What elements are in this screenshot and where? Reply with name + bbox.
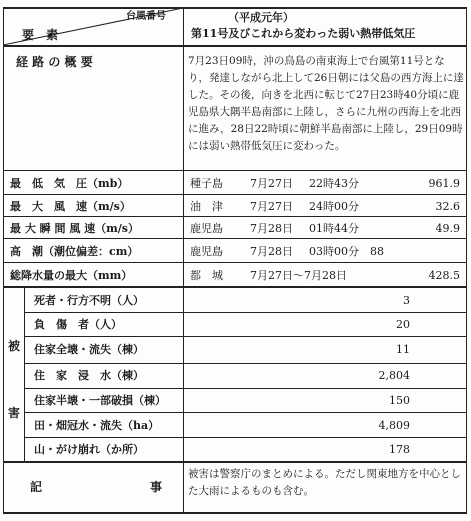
damage-group-divider — [24, 288, 25, 461]
damage-label-houses-destroyed: 住家全壊・流失（棟） — [34, 343, 144, 356]
row-rule — [3, 216, 467, 217]
damage-row-rule — [24, 312, 467, 313]
stat-place-min-pressure: 種子島 — [190, 177, 223, 190]
diagonal-header-label: 台風番号 — [126, 11, 166, 22]
stat-date-storm-surge: 7月28日 — [250, 245, 293, 258]
stat-time-storm-surge: 03時00分 — [309, 245, 359, 258]
row-rule — [3, 194, 467, 195]
notes-text: 被害は警察庁のまとめによる。ただし関東地方を中心とした大雨によるものも含む。 — [188, 468, 461, 497]
stat-date-min-pressure: 7月27日 — [250, 177, 293, 190]
damage-row-rule — [24, 412, 467, 413]
table-left-border — [3, 7, 4, 514]
stat-value-max-gust: 49.9 — [435, 222, 460, 235]
damage-group-label: 害 — [8, 406, 21, 420]
damage-label-houses-damaged: 住家半壊・一部破損（棟） — [34, 394, 166, 407]
stat-value-min-pressure: 961.9 — [428, 177, 460, 190]
damage-label-landslides: 山・がけ崩れ（か所） — [34, 443, 144, 456]
stat-value-storm-surge: 88 — [370, 245, 384, 258]
damage-label-fields-flooded: 田・畑冠水・流失（ha） — [34, 419, 160, 432]
damage-value-landslides: 178 — [389, 443, 410, 456]
stat-label-min-pressure: 最 低 気 圧（mb） — [10, 177, 129, 190]
damage-label-deaths: 死者・行方不明（人） — [34, 294, 144, 307]
stat-value-max-wind: 32.6 — [435, 200, 460, 213]
table-bottom-border — [3, 512, 467, 514]
damage-label-houses-flooded: 住 家 浸 水（棟） — [34, 369, 144, 382]
typhoon-title: 第11号及びこれから変わった弱い熱帯低気圧 — [191, 27, 416, 40]
notes-label: 記 — [30, 480, 43, 494]
stat-label-storm-surge: 高 潮（潮位偏差：cm） — [10, 245, 139, 258]
row-rule — [3, 262, 467, 263]
stat-label-max-rainfall: 総降水量の最大（mm） — [10, 269, 133, 282]
damage-value-injured: 20 — [396, 318, 410, 331]
stat-time-min-pressure: 22時43分 — [309, 177, 359, 190]
row-rule — [3, 238, 467, 239]
damage-value-deaths: 3 — [403, 294, 410, 307]
overview-rule — [3, 170, 467, 171]
notes-label: 事 — [150, 480, 163, 494]
stat-date-max-rainfall: 7月27日～7月28日 — [250, 269, 347, 282]
damage-top-rule — [3, 286, 467, 288]
damage-value-fields-flooded: 4,809 — [378, 419, 410, 432]
stat-place-max-gust: 鹿児島 — [190, 222, 223, 235]
notes-rule — [3, 461, 467, 463]
stat-place-max-wind: 油 津 — [190, 200, 223, 213]
stat-date-max-wind: 7月27日 — [250, 200, 293, 213]
damage-value-houses-flooded: 2,804 — [378, 369, 410, 382]
damage-group-label: 被 — [8, 339, 21, 353]
damage-row-rule — [24, 363, 467, 364]
stat-place-max-rainfall: 都 城 — [190, 269, 223, 282]
overview-label: 経 路 の 概 要 — [16, 55, 93, 69]
stat-label-max-wind: 最 大 風 速（m/s） — [10, 200, 131, 213]
stat-value-max-rainfall: 428.5 — [428, 269, 460, 282]
stat-place-storm-surge: 鹿児島 — [190, 245, 223, 258]
damage-value-houses-damaged: 150 — [389, 394, 410, 407]
damage-label-injured: 負 傷 者（人） — [34, 318, 122, 331]
damage-row-rule — [24, 336, 467, 337]
stat-time-max-gust: 01時44分 — [309, 222, 359, 235]
overview-text: 7月23日09時，沖の鳥島の南東海上で台風第11号となり，発達しながら北上して26日朝には父島の西方海上に達した。その後，向きを北西に転じて27日23時40分頃に鹿児島県大隅半島南部に上陸し，さらに九州の西海上を北西に進み，28日22時頃に朝鮮半島南部に上陸し，29日09時には弱い熱帯低気圧に変わった。 — [188, 55, 464, 152]
stat-time-max-wind: 24時00分 — [309, 200, 359, 213]
element-column-header: 要 素 — [22, 28, 59, 42]
stat-label-max-gust: 最 大 瞬 間 風 速（m/s） — [10, 222, 139, 235]
stat-date-max-gust: 7月28日 — [250, 222, 293, 235]
damage-row-rule — [24, 388, 467, 389]
damage-row-rule — [24, 437, 467, 438]
damage-value-houses-destroyed: 11 — [396, 343, 410, 356]
typhoon-title-era: （平成元年） — [228, 11, 294, 24]
